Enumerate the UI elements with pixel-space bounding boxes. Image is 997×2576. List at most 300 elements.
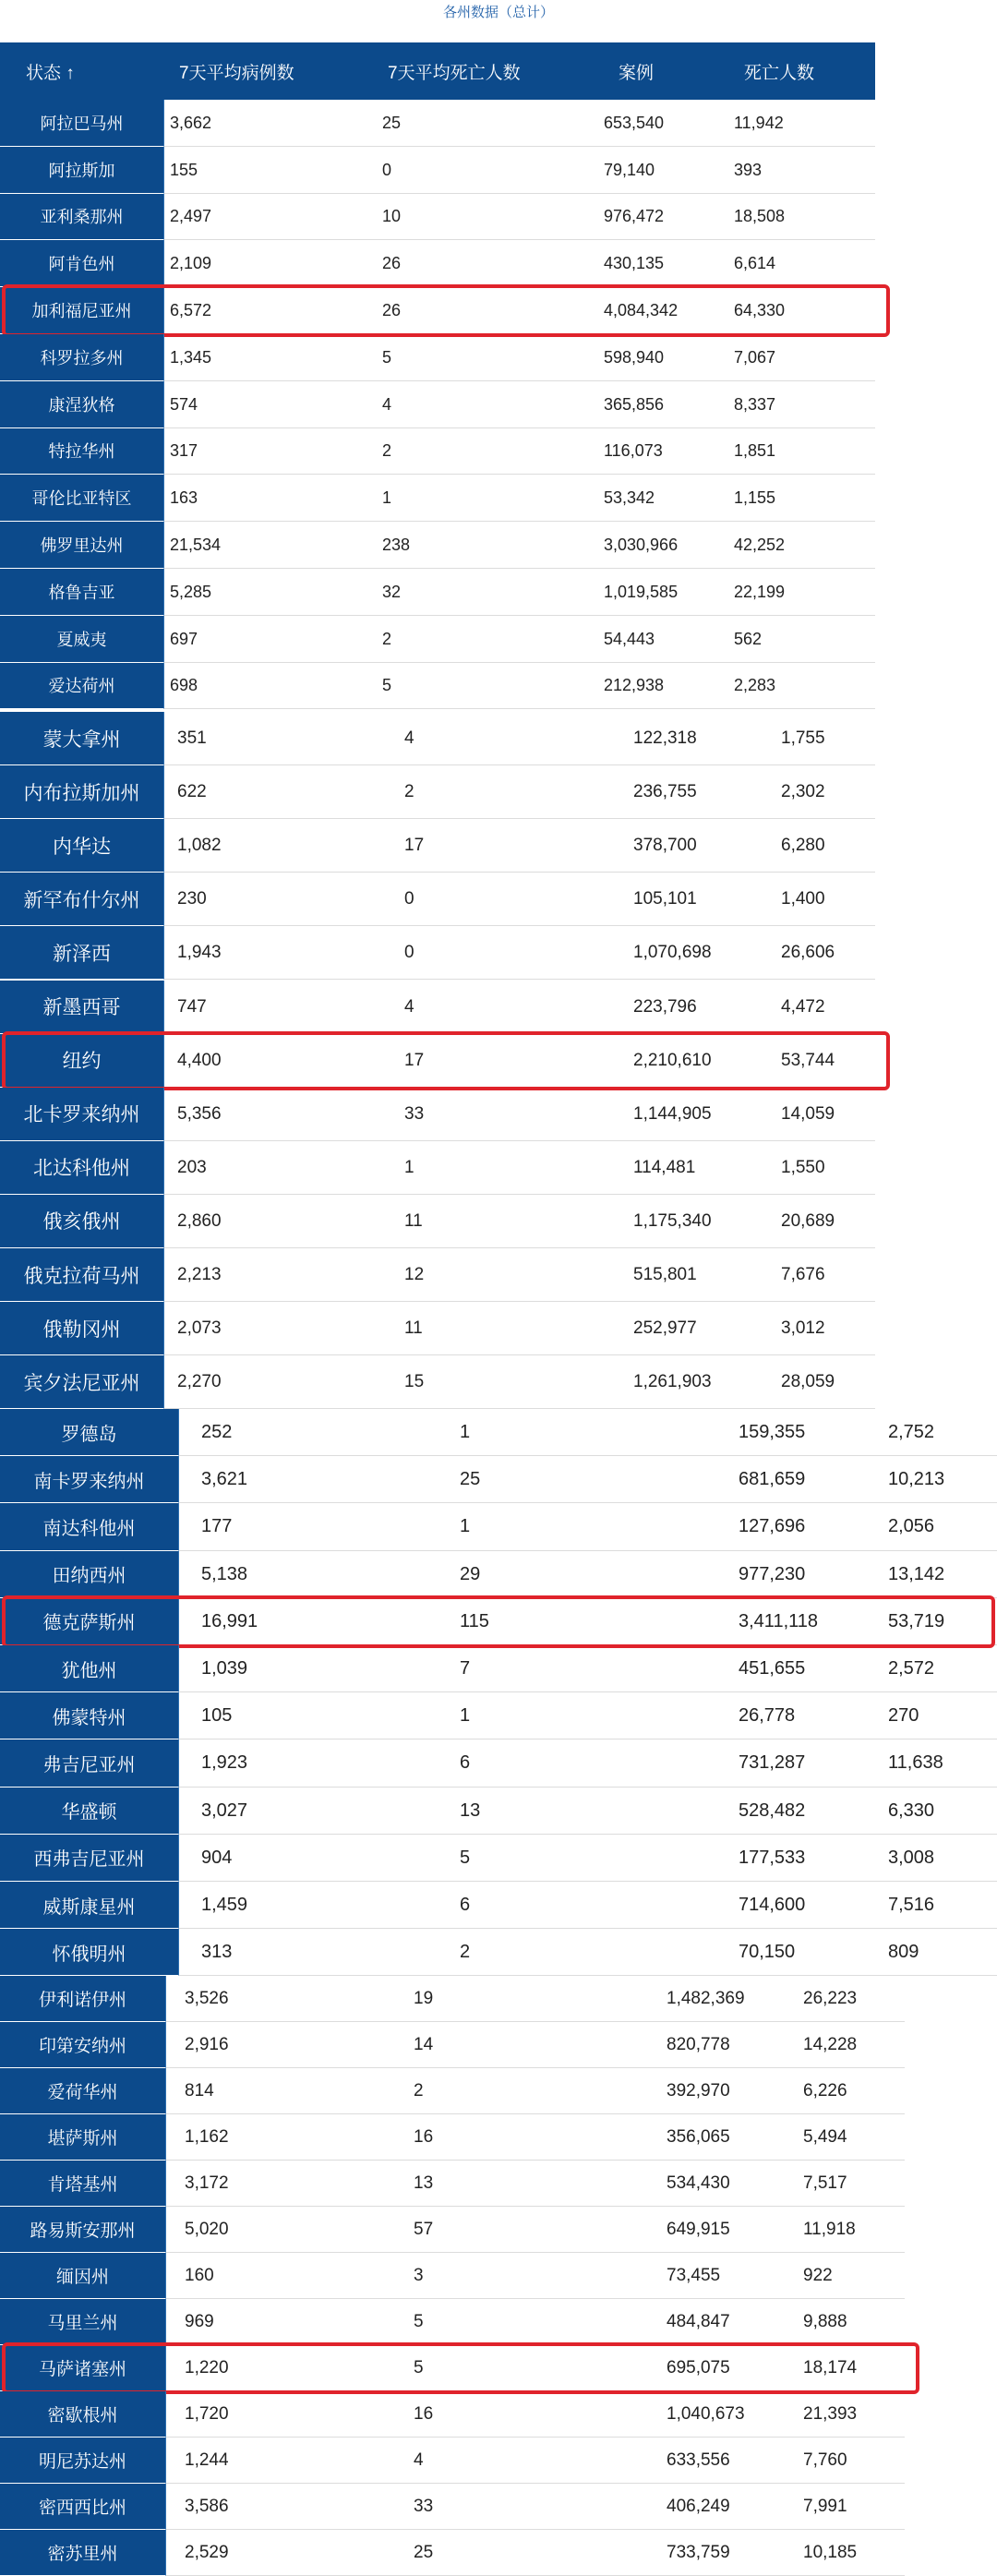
cell-state: 伊利诺伊州: [0, 1976, 166, 2022]
cell-cases: 451,655: [739, 1658, 806, 1679]
cell-avg-cases: 3,526: [185, 1989, 229, 2008]
table-row: [0, 2345, 905, 2391]
cell-state: 俄勒冈州: [0, 1302, 164, 1355]
cell-avg-deaths: 17: [404, 1050, 425, 1070]
cell-avg-cases: 313: [201, 1942, 233, 1963]
cell-deaths: 64,330: [734, 301, 786, 320]
cell-avg-deaths: 26: [382, 301, 402, 320]
cell-avg-cases: 5,020: [185, 2220, 229, 2239]
cell-cases: 127,696: [739, 1516, 806, 1537]
cell-cases: 977,230: [739, 1563, 806, 1584]
cell-cases: 3,411,118: [739, 1610, 819, 1631]
cell-cases: 212,938: [604, 676, 665, 695]
cell-avg-deaths: 16: [414, 2127, 434, 2147]
cell-cases: 1,019,585: [604, 582, 679, 601]
cell-state: 康涅狄格: [0, 381, 164, 428]
table-row: [0, 2114, 905, 2161]
cell-avg-deaths: 16: [414, 2404, 434, 2424]
cell-avg-cases: 904: [201, 1847, 233, 1868]
cell-avg-deaths: 4: [414, 2450, 424, 2470]
cell-avg-deaths: 33: [404, 1103, 425, 1124]
cell-state: 南达科他州: [0, 1503, 179, 1550]
cell-state: 堪萨斯州: [0, 2114, 166, 2161]
table-row: [0, 765, 875, 819]
cell-state: 佛蒙特州: [0, 1692, 179, 1739]
cell-cases: 515,801: [633, 1265, 697, 1285]
cell-state: 哥伦比亚特区: [0, 475, 164, 522]
cell-cases: 2,210,610: [633, 1050, 712, 1070]
cell-avg-deaths: 115: [460, 1610, 489, 1631]
table-row: [0, 1034, 875, 1088]
table-row: [0, 2530, 905, 2576]
cell-avg-deaths: 0: [382, 160, 392, 179]
cell-deaths: 11,638: [888, 1752, 943, 1774]
cell-state: 缅因州: [0, 2253, 166, 2299]
cell-avg-deaths: 6: [460, 1895, 471, 1916]
cell-deaths: 7,991: [803, 2497, 847, 2516]
cell-cases: 159,355: [739, 1422, 806, 1443]
cell-deaths: 922: [803, 2266, 833, 2285]
table-row: [0, 475, 875, 522]
cell-state: 威斯康星州: [0, 1882, 179, 1929]
table-row: [0, 2391, 905, 2438]
table-row: [0, 194, 875, 241]
cell-deaths: 5,494: [803, 2127, 847, 2147]
table-row: [0, 1355, 875, 1409]
cell-state: 俄亥俄州: [0, 1195, 164, 1248]
cell-cases: 236,755: [633, 782, 697, 802]
cell-avg-cases: 252: [201, 1422, 233, 1443]
cell-avg-deaths: 5: [382, 676, 392, 695]
table-row: [0, 1739, 997, 1787]
cell-state: 田纳西州: [0, 1551, 179, 1598]
cell-avg-cases: 2,270: [177, 1372, 222, 1392]
cell-deaths: 13,142: [888, 1563, 945, 1584]
cell-avg-cases: 1,923: [201, 1752, 248, 1774]
cell-avg-cases: 1,220: [185, 2358, 229, 2377]
cell-cases: 116,073: [604, 441, 663, 461]
cell-cases: 1,070,698: [633, 943, 712, 963]
cell-avg-cases: 2,497: [170, 207, 212, 226]
cell-cases: 733,759: [667, 2543, 730, 2562]
cell-cases: 392,970: [667, 2081, 730, 2101]
cell-state: 密苏里州: [0, 2530, 166, 2576]
cell-state: 明尼苏达州: [0, 2438, 166, 2484]
cell-deaths: 393: [734, 160, 763, 179]
cell-avg-deaths: 13: [460, 1800, 481, 1821]
table-row: [0, 1976, 905, 2022]
table-row: [0, 1503, 997, 1550]
cell-state: 密歇根州: [0, 2391, 166, 2438]
table-header: [0, 42, 875, 100]
cell-avg-deaths: 26: [382, 254, 402, 273]
cell-state: 密西西比州: [0, 2484, 166, 2530]
cell-deaths: 809: [888, 1942, 919, 1963]
cell-avg-deaths: 25: [460, 1469, 481, 1490]
cell-avg-cases: 3,586: [185, 2497, 229, 2516]
table-row: [0, 2438, 905, 2484]
cell-avg-deaths: 2: [460, 1942, 471, 1963]
table-row: [0, 1302, 875, 1355]
cell-avg-deaths: 25: [382, 113, 402, 132]
cell-avg-deaths: 4: [382, 394, 392, 414]
cell-avg-cases: 105: [201, 1705, 233, 1727]
cell-cases: 653,540: [604, 113, 665, 132]
cell-deaths: 21,393: [803, 2404, 858, 2424]
cell-deaths: 7,517: [803, 2173, 847, 2193]
cell-deaths: 1,155: [734, 488, 776, 508]
table-row: [0, 1882, 997, 1929]
cell-avg-cases: 16,991: [201, 1610, 258, 1631]
table-row: [0, 569, 875, 616]
table-caption: 各州数据（总计）: [442, 5, 554, 20]
cell-avg-cases: 698: [170, 676, 198, 695]
cell-deaths: 6,330: [888, 1800, 935, 1821]
table-row: [0, 428, 875, 475]
cell-deaths: 6,226: [803, 2081, 847, 2101]
cell-avg-deaths: 13: [414, 2173, 434, 2193]
table-row: [0, 981, 875, 1034]
cell-state: 弗吉尼亚州: [0, 1739, 179, 1787]
cell-cases: 528,482: [739, 1800, 806, 1821]
cell-state: 佛罗里达州: [0, 522, 164, 569]
cell-state: 内布拉斯加州: [0, 765, 164, 819]
cell-avg-deaths: 25: [414, 2543, 434, 2562]
table-row: [0, 1551, 997, 1598]
cell-deaths: 20,689: [781, 1210, 835, 1231]
cell-cases: 365,856: [604, 394, 665, 414]
header-avg-cases[interactable]: 7天平均病例数: [179, 63, 294, 83]
table-row: [0, 616, 875, 663]
cell-deaths: 1,400: [781, 889, 825, 909]
table-row: [0, 2161, 905, 2207]
cell-avg-cases: 814: [185, 2081, 214, 2101]
cell-state: 阿肯色州: [0, 240, 164, 287]
cell-avg-deaths: 3: [414, 2266, 424, 2285]
table-row: [0, 1195, 875, 1248]
cell-state: 德克萨斯州: [0, 1598, 179, 1645]
cell-cases: 122,318: [633, 728, 697, 749]
cell-state: 新罕布什尔州: [0, 873, 164, 926]
cell-state: 肯塔基州: [0, 2161, 166, 2207]
table-row: [0, 287, 875, 334]
cell-state: 爱达荷州: [0, 663, 164, 710]
cell-avg-deaths: 7: [460, 1658, 471, 1679]
cell-cases: 633,556: [667, 2450, 730, 2470]
cell-cases: 534,430: [667, 2173, 730, 2193]
cell-deaths: 7,676: [781, 1265, 825, 1285]
cell-cases: 976,472: [604, 207, 665, 226]
cell-deaths: 18,174: [803, 2358, 858, 2377]
cell-state: 路易斯安那州: [0, 2207, 166, 2253]
cell-cases: 378,700: [633, 836, 697, 856]
cell-avg-deaths: 1: [382, 488, 392, 508]
cell-avg-cases: 160: [185, 2266, 214, 2285]
cell-avg-deaths: 4: [404, 996, 414, 1017]
cell-cases: 1,482,369: [667, 1989, 745, 2008]
cell-avg-cases: 622: [177, 782, 207, 802]
cell-deaths: 2,283: [734, 676, 776, 695]
cell-avg-cases: 747: [177, 996, 207, 1017]
table-row: [0, 2253, 905, 2299]
table-row: [0, 1141, 875, 1195]
cell-deaths: 2,572: [888, 1658, 935, 1679]
cell-deaths: 2,056: [888, 1516, 935, 1537]
cell-avg-cases: 4,400: [177, 1050, 222, 1070]
cell-cases: 484,847: [667, 2312, 730, 2331]
cell-deaths: 270: [888, 1705, 919, 1727]
cell-avg-cases: 1,459: [201, 1895, 248, 1916]
cell-cases: 70,150: [739, 1942, 796, 1963]
cell-cases: 3,030,966: [604, 536, 679, 555]
table-row: [0, 1929, 997, 1976]
cell-state: 新墨西哥: [0, 981, 164, 1034]
table-row: [0, 1645, 997, 1692]
cell-cases: 223,796: [633, 996, 697, 1017]
cell-state: 爱荷华州: [0, 2068, 166, 2114]
cell-state: 夏威夷: [0, 616, 164, 663]
table-row: [0, 2022, 905, 2068]
cell-deaths: 7,516: [888, 1895, 935, 1916]
cell-avg-cases: 21,534: [170, 536, 222, 555]
cell-cases: 1,261,903: [633, 1372, 712, 1392]
cell-avg-deaths: 1: [404, 1157, 414, 1177]
cell-state: 特拉华州: [0, 428, 164, 475]
cell-avg-cases: 1,244: [185, 2450, 229, 2470]
cell-avg-cases: 3,172: [185, 2173, 229, 2193]
table-row: [0, 1409, 997, 1456]
cell-cases: 26,778: [739, 1705, 796, 1727]
cell-cases: 252,977: [633, 1318, 697, 1339]
cell-avg-cases: 2,860: [177, 1210, 222, 1231]
cell-avg-deaths: 1: [460, 1422, 471, 1443]
cell-avg-cases: 2,529: [185, 2543, 229, 2562]
cell-avg-cases: 3,662: [170, 113, 212, 132]
cell-deaths: 18,508: [734, 207, 786, 226]
cell-avg-cases: 163: [170, 488, 198, 508]
header-deaths[interactable]: 死亡人数: [744, 63, 815, 83]
cell-avg-cases: 5,356: [177, 1103, 222, 1124]
cell-cases: 177,533: [739, 1847, 806, 1868]
cell-deaths: 1,851: [734, 441, 776, 461]
cell-cases: 681,659: [739, 1469, 806, 1490]
cell-state: 西弗吉尼亚州: [0, 1835, 179, 1882]
cell-deaths: 3,012: [781, 1318, 825, 1339]
cell-avg-cases: 230: [177, 889, 207, 909]
cell-avg-deaths: 19: [414, 1989, 434, 2008]
cell-deaths: 1,755: [781, 728, 825, 749]
table-row: [0, 100, 875, 147]
cell-deaths: 26,606: [781, 943, 835, 963]
cell-state: 内华达: [0, 819, 164, 873]
cell-avg-deaths: 1: [460, 1516, 471, 1537]
cell-avg-deaths: 0: [404, 889, 414, 909]
cell-deaths: 3,008: [888, 1847, 935, 1868]
cell-avg-deaths: 2: [414, 2081, 424, 2101]
cell-cases: 105,101: [633, 889, 697, 909]
cell-deaths: 11,942: [734, 113, 784, 132]
cell-deaths: 1,550: [781, 1157, 825, 1177]
table-row: [0, 1456, 997, 1503]
table-row: [0, 1598, 997, 1645]
table-row: [0, 873, 875, 926]
cell-avg-deaths: 32: [382, 582, 402, 601]
table-row: [0, 1788, 997, 1835]
cell-avg-cases: 574: [170, 394, 198, 414]
cell-state: 蒙大拿州: [0, 712, 164, 765]
cell-deaths: 2,302: [781, 782, 825, 802]
cell-avg-deaths: 15: [404, 1372, 425, 1392]
cell-state: 印第安纳州: [0, 2022, 166, 2068]
cell-avg-deaths: 2: [404, 782, 414, 802]
table-row: [0, 2299, 905, 2345]
cell-state: 犹他州: [0, 1645, 179, 1692]
cell-avg-deaths: 2: [382, 441, 392, 461]
cell-deaths: 562: [734, 629, 763, 648]
cell-state: 加利福尼亚州: [0, 287, 164, 334]
table-row: [0, 1088, 875, 1141]
cell-avg-deaths: 33: [414, 2497, 434, 2516]
cell-avg-cases: 1,162: [185, 2127, 229, 2147]
cell-avg-deaths: 4: [404, 728, 414, 749]
table-row: [0, 2068, 905, 2114]
cell-avg-cases: 177: [201, 1516, 233, 1537]
cell-state: 亚利桑那州: [0, 194, 164, 241]
cell-deaths: 7,760: [803, 2450, 847, 2470]
table-row: [0, 381, 875, 428]
cell-state: 纽约: [0, 1034, 164, 1088]
cell-avg-cases: 2,073: [177, 1318, 222, 1339]
cell-deaths: 4,472: [781, 996, 825, 1017]
cell-cases: 79,140: [604, 160, 655, 179]
cell-cases: 356,065: [667, 2127, 730, 2147]
cell-avg-cases: 155: [170, 160, 198, 179]
cell-avg-deaths: 6: [460, 1752, 471, 1774]
cell-cases: 731,287: [739, 1752, 806, 1774]
cell-state: 马萨诸塞州: [0, 2345, 166, 2391]
cell-deaths: 10,185: [803, 2543, 858, 2562]
cell-avg-deaths: 17: [404, 836, 425, 856]
cell-avg-deaths: 11: [404, 1318, 423, 1339]
cell-avg-deaths: 10: [382, 207, 402, 226]
cell-avg-cases: 6,572: [170, 301, 212, 320]
header-state-sort[interactable]: 状态 ↑: [26, 63, 75, 83]
cell-state: 新泽西: [0, 926, 164, 980]
cell-cases: 73,455: [667, 2266, 721, 2285]
cell-cases: 820,778: [667, 2035, 730, 2054]
cell-avg-deaths: 0: [404, 943, 414, 963]
cell-cases: 114,481: [633, 1157, 696, 1177]
cell-avg-cases: 1,943: [177, 943, 222, 963]
cell-avg-deaths: 29: [460, 1563, 481, 1584]
cell-avg-deaths: 238: [382, 536, 411, 555]
cell-state: 俄克拉荷马州: [0, 1248, 164, 1302]
cell-cases: 649,915: [667, 2220, 730, 2239]
cell-cases: 1,144,905: [633, 1103, 712, 1124]
cell-cases: 53,342: [604, 488, 655, 508]
cell-state: 北达科他州: [0, 1141, 164, 1195]
cell-state: 宾夕法尼亚州: [0, 1355, 164, 1409]
cell-avg-cases: 1,720: [185, 2404, 229, 2424]
cell-avg-deaths: 2: [382, 629, 392, 648]
row-divider: [164, 708, 875, 709]
cell-deaths: 7,067: [734, 347, 776, 367]
cell-avg-cases: 2,213: [177, 1265, 222, 1285]
table-row: [0, 334, 875, 381]
cell-avg-cases: 1,039: [201, 1658, 248, 1679]
cell-avg-deaths: 5: [382, 347, 392, 367]
header-avg-deaths[interactable]: 7天平均死亡人数: [388, 63, 521, 83]
cell-deaths: 6,614: [734, 254, 776, 273]
table-row: [0, 819, 875, 873]
cell-avg-deaths: 57: [414, 2220, 434, 2239]
cell-avg-cases: 1,345: [170, 347, 212, 367]
cell-avg-cases: 5,285: [170, 582, 212, 601]
cell-state: 北卡罗来纳州: [0, 1088, 164, 1141]
table-row: [0, 712, 875, 765]
cell-avg-cases: 2,109: [170, 254, 212, 273]
cell-avg-cases: 1,082: [177, 836, 222, 856]
cell-avg-cases: 317: [170, 441, 198, 461]
table-row: [0, 522, 875, 569]
cell-state: 科罗拉多州: [0, 334, 164, 381]
cell-deaths: 28,059: [781, 1372, 835, 1392]
cell-deaths: 10,213: [888, 1469, 945, 1490]
cell-state: 格鲁吉亚: [0, 569, 164, 616]
cell-deaths: 2,752: [888, 1422, 935, 1443]
cell-cases: 1,040,673: [667, 2404, 745, 2424]
cell-cases: 430,135: [604, 254, 665, 273]
cell-cases: 1,175,340: [633, 1210, 712, 1231]
cell-cases: 54,443: [604, 629, 655, 648]
header-cases[interactable]: 案例: [619, 63, 655, 83]
cell-avg-deaths: 12: [404, 1265, 425, 1285]
cell-cases: 598,940: [604, 347, 665, 367]
cell-avg-deaths: 1: [460, 1705, 471, 1727]
cell-deaths: 53,744: [781, 1050, 835, 1070]
cell-deaths: 6,280: [781, 836, 825, 856]
cell-deaths: 9,888: [803, 2312, 847, 2331]
cell-avg-cases: 969: [185, 2312, 214, 2331]
cell-state: 马里兰州: [0, 2299, 166, 2345]
cell-avg-cases: 697: [170, 629, 198, 648]
cell-cases: 4,084,342: [604, 301, 679, 320]
cell-avg-deaths: 5: [414, 2358, 424, 2377]
table-row: [0, 1692, 997, 1739]
cell-avg-cases: 5,138: [201, 1563, 248, 1584]
cell-avg-cases: 3,027: [201, 1800, 248, 1821]
cell-avg-cases: 2,916: [185, 2035, 229, 2054]
table-row: [0, 2207, 905, 2253]
cell-state: 华盛顿: [0, 1788, 179, 1835]
cell-avg-deaths: 5: [460, 1847, 471, 1868]
cell-deaths: 22,199: [734, 582, 786, 601]
cell-avg-cases: 203: [177, 1157, 207, 1177]
cell-deaths: 8,337: [734, 394, 776, 414]
cell-state: 罗德岛: [0, 1409, 179, 1456]
cell-cases: 695,075: [667, 2358, 730, 2377]
cell-deaths: 11,918: [803, 2220, 856, 2239]
cell-avg-cases: 351: [177, 728, 207, 749]
cell-avg-deaths: 5: [414, 2312, 424, 2331]
cell-state: 怀俄明州: [0, 1929, 179, 1976]
cell-deaths: 26,223: [803, 1989, 858, 2008]
cell-deaths: 14,228: [803, 2035, 858, 2054]
cell-deaths: 14,059: [781, 1103, 835, 1124]
cell-avg-deaths: 11: [404, 1210, 423, 1231]
table-row: [0, 926, 875, 980]
cell-avg-deaths: 14: [414, 2035, 434, 2054]
